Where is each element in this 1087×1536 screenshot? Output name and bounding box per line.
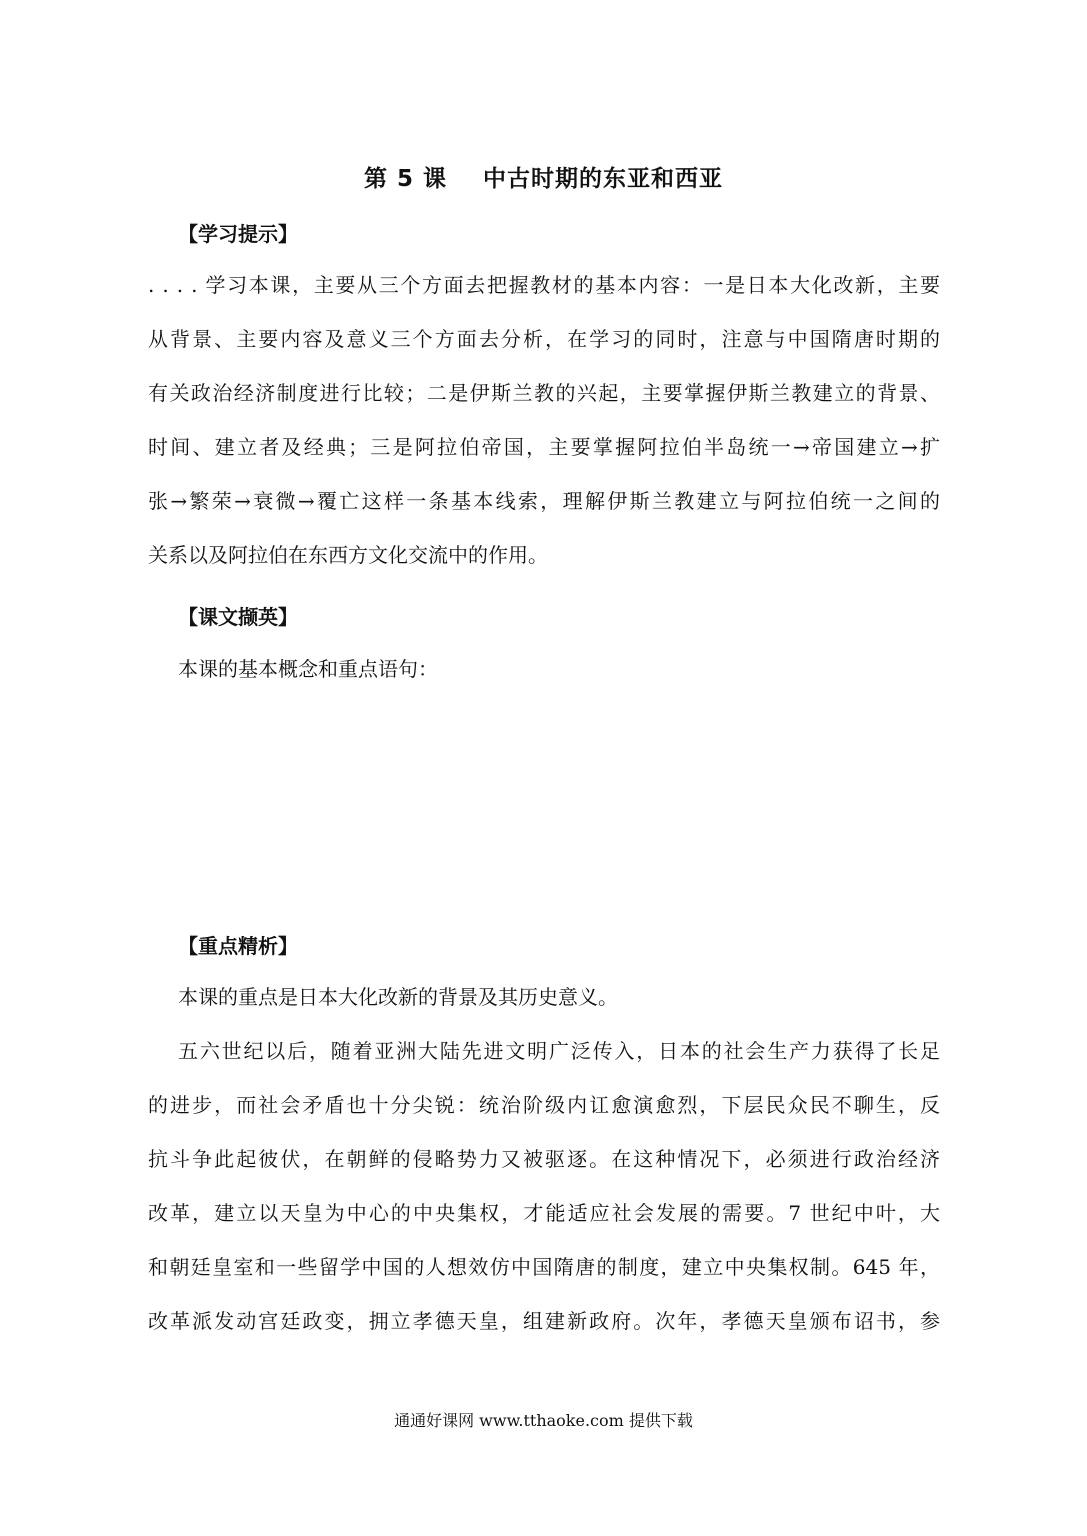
- tips-line: 张→繁荣→衰微→覆亡这样一条基本线索，理解伊斯兰教建立与阿拉伯统一之间的: [148, 489, 940, 513]
- tips-heading: 【学习提示】: [178, 222, 298, 246]
- tips-paragraph: [148, 258, 940, 582]
- analysis-heading: 【重点精析】: [178, 934, 298, 958]
- tips-line: 关系以及阿拉伯在东西方文化交流中的作用。: [148, 543, 548, 567]
- page-footer: 通通好课网 www.tthaoke.com 提供下载: [394, 1411, 693, 1430]
- excerpt-heading: 【课文撷英】: [178, 605, 298, 629]
- analysis-intro: [148, 970, 940, 1024]
- lesson-title: 第 5 课 中古时期的东亚和西亚: [363, 166, 724, 192]
- tips-line: . . . . 学习本课，主要从三个方面去把握教材的基本内容：一是日本大化改新，主要: [148, 273, 940, 297]
- analysis-line: 改革派发动宫廷政变，拥立孝德天皇，组建新政府。次年，孝德天皇颁布诏书，参: [148, 1309, 940, 1333]
- analysis-paragraph: [148, 1024, 940, 1348]
- analysis-line: 抗斗争此起彼伏，在朝鲜的侵略势力又被驱逐。在这种情况下，必须进行政治经济: [148, 1147, 940, 1171]
- analysis-line: 的进步，而社会矛盾也十分尖锐：统治阶级内讧愈演愈烈，下层民众民不聊生，反: [148, 1093, 940, 1117]
- excerpt-line: 本课的基本概念和重点语句：: [178, 657, 438, 681]
- tips-line: 有关政治经济制度进行比较；二是伊斯兰教的兴起，主要掌握伊斯兰教建立的背景、: [148, 381, 940, 405]
- tips-line: 从背景、主要内容及意义三个方面去分析，在学习的同时，注意与中国隋唐时期的: [148, 327, 940, 351]
- analysis-line: 改革，建立以天皇为中心的中央集权，才能适应社会发展的需要。7 世纪中叶，大: [148, 1201, 940, 1225]
- tips-line: 时间、建立者及经典；三是阿拉伯帝国，主要掌握阿拉伯半岛统一→帝国建立→扩: [148, 435, 940, 459]
- analysis-line: 和朝廷皇室和一些留学中国的人想效仿中国隋唐的制度，建立中央集权制。645 年，: [148, 1255, 940, 1279]
- analysis-line: 五六世纪以后，随着亚洲大陆先进文明广泛传入，日本的社会生产力获得了长足: [178, 1039, 940, 1063]
- analysis-intro-line: 本课的重点是日本大化改新的背景及其历史意义。: [178, 985, 618, 1009]
- excerpt-paragraph: [148, 642, 940, 696]
